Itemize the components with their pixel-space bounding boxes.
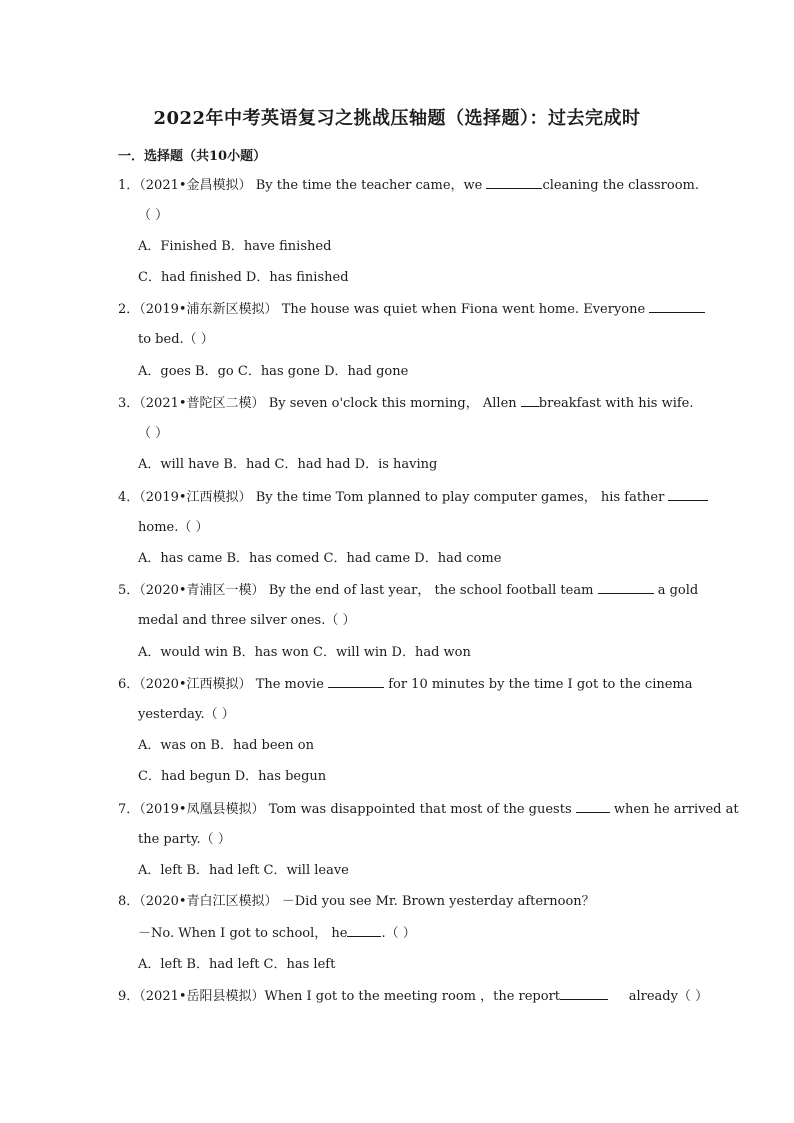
question-7-stem-cont: the party.（ ） (138, 832, 231, 847)
question-number: 6． (118, 677, 140, 692)
question-source: （2021•岳阳县模拟） (139, 989, 265, 1004)
answer-blank (668, 487, 708, 501)
question-2-options: A．goes B．go C．has gone D．had gone (138, 364, 409, 379)
question-2-stem-cont: to bed.（ ） (138, 332, 214, 347)
question-4-options: A．has came B．has comed C．had came D．had come (138, 551, 502, 566)
question-number: 5． (118, 583, 140, 598)
question-source: （2019•浦东新区模拟） (139, 302, 278, 317)
question-3-options: A．will have B．had C．had had D．is having (138, 457, 438, 472)
question-8-options: A．left B．had left C．has left (138, 957, 336, 972)
answer-paren: （ ） (138, 208, 169, 223)
question-number: 4． (118, 490, 140, 505)
question-8-stem: 8．（2020•青白江区模拟） －Did you see Mr. Brown yesterday afternoon？ (118, 894, 595, 909)
question-6-options-row-1: A．was on B．had been on (138, 738, 314, 753)
question-number: 8． (118, 894, 140, 909)
question-number: 3． (118, 396, 140, 411)
question-9-stem: 9．（2021•岳阳县模拟）When I got to the meeting room ，the report already（ ） (118, 986, 674, 1006)
question-source: （2021•金昌模拟） (139, 178, 252, 193)
question-2-stem: 2．（2019•浦东新区模拟） The house was quiet when Fiona went home. Everyone (118, 299, 674, 319)
question-source: （2020•青浦区一模） (139, 583, 265, 598)
question-7-stem: 7．（2019•凤凰县模拟） Tom was disappointed that most of the guests when he arrived at (118, 799, 674, 819)
question-source: （2020•青白江区模拟） (139, 894, 278, 909)
question-5-stem-cont: medal and three silver ones.（ ） (138, 613, 356, 628)
question-5-stem: 5．（2020•青浦区一模） By the end of last year， the school football team a gold (118, 580, 674, 600)
question-source: （2019•凤凰县模拟） (139, 802, 265, 817)
answer-blank (560, 986, 608, 1000)
question-7-options: A．left B．had left C．will leave (138, 863, 349, 878)
question-number: 2． (118, 302, 140, 317)
question-1-options-row-2: C．had finished D．has finished (138, 270, 349, 285)
answer-blank (576, 799, 610, 813)
question-3-stem: 3．（2021•普陀区二模） By seven o'clock this morning， Allen breakfast with his wife. (118, 393, 674, 413)
question-6-stem: 6．（2020•江西模拟） The movie for 10 minutes by the time I got to the cinema (118, 674, 674, 694)
answer-blank (486, 175, 542, 189)
question-source: （2020•江西模拟） (139, 677, 252, 692)
answer-paren: （ ） (138, 426, 169, 441)
question-5-options: A．would win B．has won C．will win D．had won (138, 645, 471, 660)
section-heading: 一．选择题（共10小题） (118, 149, 267, 164)
question-source: （2021•普陀区二模） (139, 396, 265, 411)
question-8-stem-cont: －No. When I got to school， he .（ ） (138, 923, 674, 943)
answer-blank (649, 299, 705, 313)
question-6-options-row-2: C．had begun D．has begun (138, 769, 327, 784)
answer-blank (598, 580, 654, 594)
question-4-stem: 4．（2019•江西模拟） By the time Tom planned to play computer games， his father (118, 487, 674, 507)
answer-blank (347, 923, 381, 937)
question-number: 9． (118, 989, 140, 1004)
question-number: 1． (118, 178, 140, 193)
answer-blank (328, 674, 384, 688)
question-6-stem-cont: yesterday.（ ） (138, 707, 235, 722)
question-1-stem: 1．（2021•金昌模拟） By the time the teacher came，we cleaning the classroom. (118, 175, 674, 195)
question-1-options-row-1: A．Finished B．have finished (138, 239, 332, 254)
answer-blank (521, 393, 539, 407)
page-title: 2022年中考英语复习之挑战压轴题（选择题）：过去完成时 (153, 108, 641, 129)
question-number: 7． (118, 802, 140, 817)
question-source: （2019•江西模拟） (139, 490, 252, 505)
question-4-stem-cont: home.（ ） (138, 520, 209, 535)
